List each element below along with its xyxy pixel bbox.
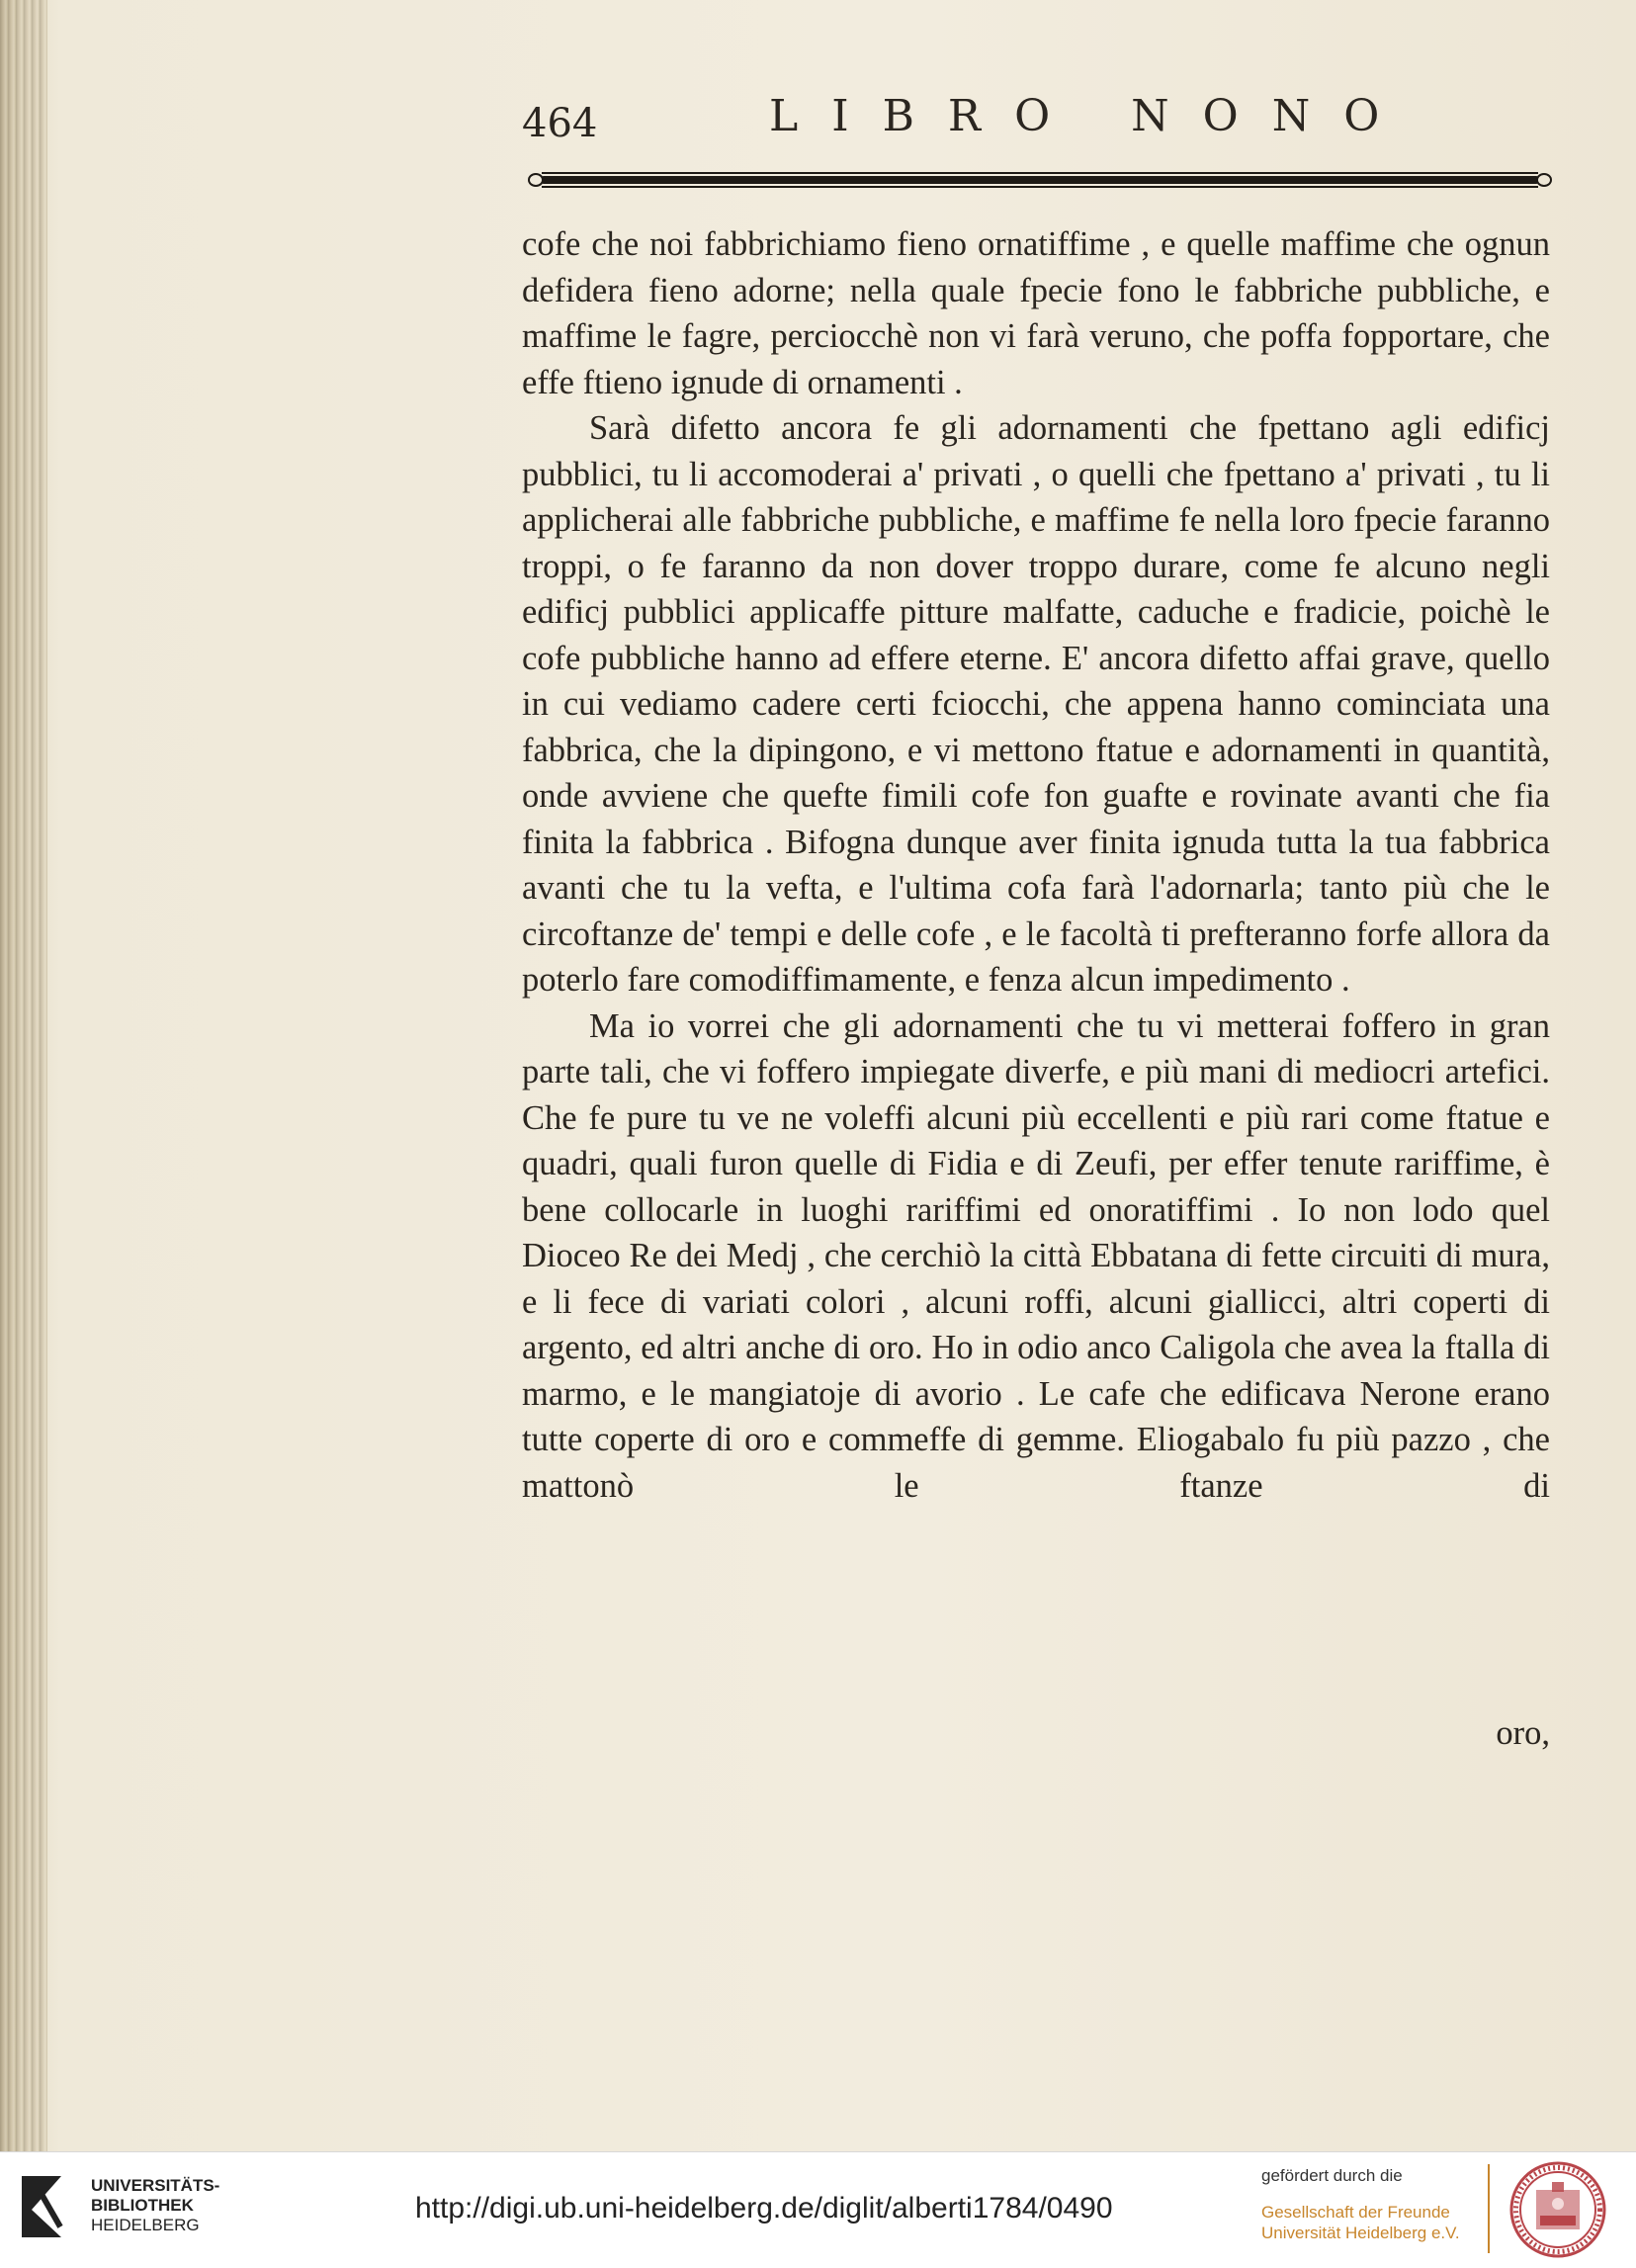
permalink-url[interactable]: http://digi.ub.uni-heidelberg.de/diglit/alberti1784/0490 (415, 2192, 1113, 2224)
library-name (91, 2176, 219, 2235)
university-seal-icon (1508, 2160, 1607, 2259)
rule-left-knob (528, 173, 544, 187)
page-number: 464 (522, 101, 598, 146)
library-name-line2: BIBLIOTHEK (91, 2196, 194, 2215)
paragraph-1: cofe che noi fabbrichiamo fieno ornatiffime , e quelle maffime che ognun defidera fieno adorne; nella quale fpecie fono le fabbriche pubbliche, e maffime le fagre, perciocchè non vi farà veruno, che poffa fopportare, che effe ftieno ignude di ornamenti . (522, 225, 1550, 401)
page-header (522, 85, 1560, 144)
sponsor-name-line1: Gesellschaft der Freunde (1261, 2203, 1450, 2222)
university-library-logo-icon (18, 2170, 81, 2249)
sponsor-divider (1488, 2164, 1490, 2253)
body-text (522, 221, 1550, 1509)
funded-by-label: gefördert durch die (1261, 2166, 1403, 2185)
running-title: LIBRO NONO (769, 91, 1414, 141)
sponsor-name (1261, 2202, 1460, 2243)
sponsor-name-line2: Universität Heidelberg e.V. (1261, 2224, 1460, 2242)
library-name-line1: UNIVERSITÄTS- (91, 2176, 220, 2195)
digitization-footer (0, 2151, 1636, 2268)
sponsor-block (1261, 2166, 1460, 2243)
paragraph-2: Sarà difetto ancora fe gli adornamenti che fpettano agli edificj pubblici, tu li accomoderai a' privati , o quelli che fpettano a' privati , tu li applicherai alle fabbriche pubbliche, e maffime fe nella loro fpecie faranno troppi, o fe faranno da non dover troppo durare, come fe alcuno negli edificj pubblici applicaffe pitture malfatte, caduche e fradicie, poichè le cofe pubbliche hanno ad effere eterne. E' ancora difetto affai grave, quello in cui vediamo cadere certi fciocchi, che appena hanno cominciata una fabbrica, che la dipingono, e vi mettono ftatue e adornamenti in quantità, onde avviene che quefte fimili cofe fon guafte e rovinate avanti che fia finita la fabbrica . Bifogna dunque aver finita ignuda tutta la tua fabbrica avanti che tu la vefta, e l'ultima cofa farà l'adornarla; tanto più che le circoftanze de' tempi e delle cofe , e le facoltà ti prefteranno forfe allora da poterlo fare comodiffimamente, e fenza alcun impedimento . (522, 409, 1550, 999)
header-rule-ornament (528, 172, 1552, 188)
library-city: HEIDELBERG (91, 2216, 200, 2234)
rule-top-line (542, 172, 1538, 174)
catchword: oro, (1496, 1714, 1550, 1752)
paragraph-3: Ma io vorrei che gli adornamenti che tu vi metterai foffero in gran parte tali, che vi foffero impiegate diverfe, e più mani di mediocri artefici. Che fe pure tu ve ne voleffi alcuni più eccellenti e più rari come ftatue e quadri, quali furon quelle di Fidia e di Zeufi, per effer tenute rariffime, è bene collocarle in luoghi rariffimi ed onoratiffimi . Io non lodo quel Dioceo Re dei Medj , che cerchiò la città Ebbatana di fette circuiti di mura, e li fece di variati colori , alcuni roffi, alcuni giallicci, altri coperti di argento, ed altri anche di oro. Ho in odio anco Caligola che avea la ftalla di marmo, e le mangiatoje di avorio . Le cafe che edificava Nerone erano tutte coperte di oro e commeffe di gemme. Eliogabalo fu più pazzo , che mattonò le ftanze di (522, 1006, 1550, 1505)
rule-bar (542, 176, 1538, 184)
rule-right-knob (1536, 173, 1552, 187)
rule-bottom-line (542, 186, 1538, 188)
page-gutter-edge (0, 0, 47, 2151)
